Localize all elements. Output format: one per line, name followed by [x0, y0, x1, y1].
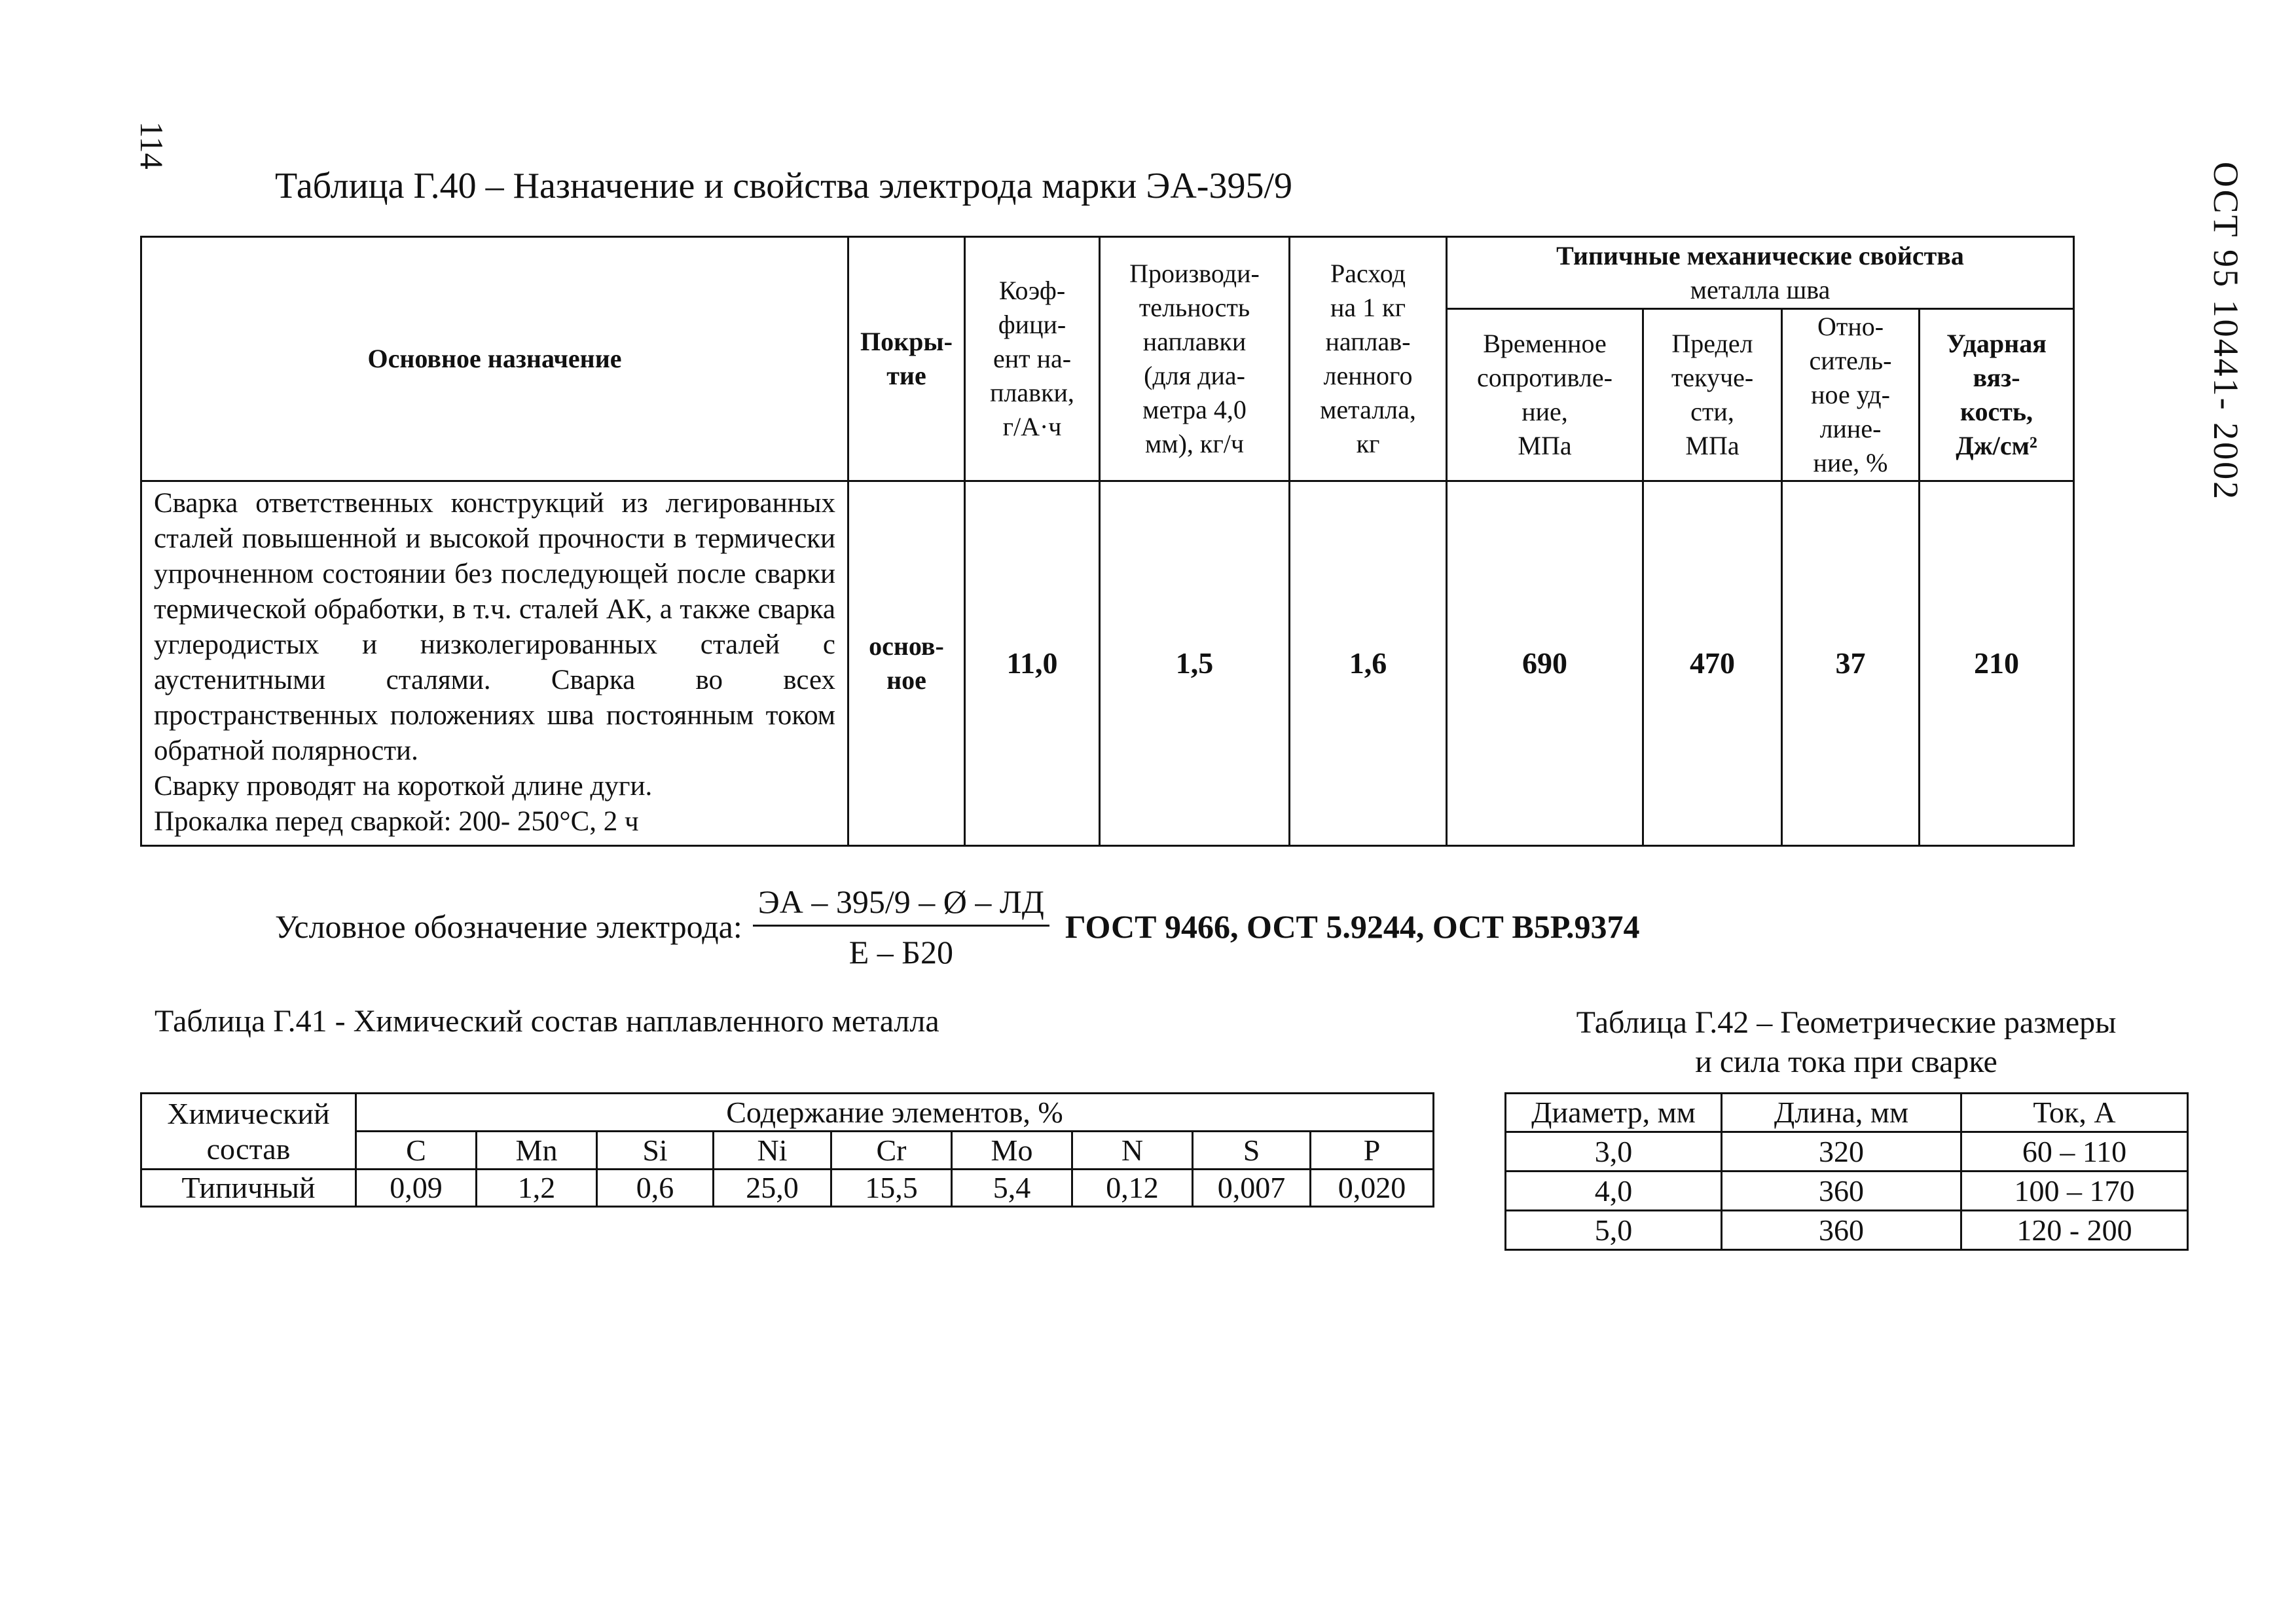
- designation-fraction: [753, 883, 1049, 971]
- table-41-title: Таблица Г.41 - Химический состав наплавленного металла: [155, 1004, 939, 1039]
- element-value: 25,0: [714, 1170, 831, 1207]
- cell-current: 60 – 110: [1961, 1132, 2188, 1172]
- table-row: [1506, 1211, 2188, 1250]
- cell-current: 120 - 200: [1961, 1211, 2188, 1250]
- table-41: [140, 1092, 1434, 1208]
- element-value: 15,5: [831, 1170, 952, 1207]
- element-value: 0,020: [1311, 1170, 1434, 1207]
- header-impact-toughness: Ударная вяз- кость, Дж/см²: [1920, 309, 2074, 481]
- cell-impact-toughness: 210: [1920, 481, 2074, 846]
- cell-productivity: 1,5: [1100, 481, 1290, 846]
- table-row: [1506, 1132, 2188, 1172]
- cell-consumption: 1,6: [1290, 481, 1447, 846]
- table-40-title: Таблица Г.40 – Назначение и свойства электрода марки ЭА-395/9: [275, 166, 1292, 206]
- element-value: 0,09: [356, 1170, 477, 1207]
- cell-diameter: 3,0: [1506, 1132, 1722, 1172]
- table-40: [140, 236, 2075, 847]
- header-productivity: Производи- тельность наплавки (для диа- метра 4,0 мм), кг/ч: [1100, 237, 1290, 481]
- element-header: Mn: [477, 1132, 597, 1170]
- header-elongation: Отно- ситель- ное уд- лине- ние, %: [1782, 309, 1920, 481]
- cell-deposition-coefficient: 11,0: [965, 481, 1100, 846]
- header-consumption: Расход на 1 кг наплав- ленного металла, кг: [1290, 237, 1447, 481]
- cell-elongation: 37: [1782, 481, 1920, 846]
- cell-length: 360: [1722, 1211, 1961, 1250]
- designation-label: Условное обозначение электрода:: [275, 908, 742, 945]
- cell-diameter: 4,0: [1506, 1172, 1722, 1211]
- element-value: 1,2: [477, 1170, 597, 1207]
- cell-length: 320: [1722, 1132, 1961, 1172]
- header-deposition-coefficient: Коэф- фици- ент на- плавки, г/А·ч: [965, 237, 1100, 481]
- header-purpose: Основное назначение: [141, 237, 848, 481]
- element-header: Cr: [831, 1132, 952, 1170]
- cell-tensile-strength: 690: [1447, 481, 1643, 846]
- header-element-content: Содержание элементов, %: [356, 1094, 1434, 1132]
- element-header: P: [1311, 1132, 1434, 1170]
- header-current: Ток, А: [1961, 1094, 2188, 1132]
- cell-current: 100 – 170: [1961, 1172, 2188, 1211]
- element-header: Mo: [952, 1132, 1072, 1170]
- element-value: 0,12: [1072, 1170, 1193, 1207]
- header-mechanical-properties: Типичные механические свойства металла шва: [1447, 237, 2074, 309]
- table-42: [1504, 1092, 2189, 1251]
- row-label: Типичный: [141, 1170, 356, 1207]
- element-header: Ni: [714, 1132, 831, 1170]
- cell-coating: основ- ное: [848, 481, 965, 846]
- element-header: C: [356, 1132, 477, 1170]
- cell-length: 360: [1722, 1172, 1961, 1211]
- cell-yield-strength: 470: [1643, 481, 1782, 846]
- element-header: S: [1193, 1132, 1311, 1170]
- element-value: 0,007: [1193, 1170, 1311, 1207]
- header-composition: Химический состав: [141, 1094, 356, 1170]
- header-tensile-strength: Временное сопротивле- ние, МПа: [1447, 309, 1643, 481]
- element-value: 0,6: [597, 1170, 714, 1207]
- cell-purpose: Сварка ответственных конструкций из легированных сталей повышенной и высокой прочности в термически упрочненном состоянии без последующей после сварки термической обработки, в т.ч. сталей АК, а также сварка углеродистых и низколегированных сталей с аустенитными сталями. Сварка во всех пространственных положениях шва постоянным током обратной полярности. Сварку проводят на короткой длине дуги. Прокалка перед сваркой: 200- 250°С, 2 ч: [141, 481, 848, 846]
- element-header: N: [1072, 1132, 1193, 1170]
- header-diameter: Диаметр, мм: [1506, 1094, 1722, 1132]
- table-row: [1506, 1172, 2188, 1211]
- designation-denominator: Е – Б20: [848, 933, 953, 970]
- page-number: 114: [134, 121, 170, 170]
- designation-numerator: ЭА – 395/9 – Ø – ЛД: [753, 883, 1049, 927]
- header-yield-strength: Предел текуче- сти, МПа: [1643, 309, 1782, 481]
- document-code: ОСТ 95 10441- 2002: [2206, 161, 2246, 502]
- header-coating: Покры- тие: [848, 237, 965, 481]
- electrode-designation: [275, 877, 1640, 976]
- cell-diameter: 5,0: [1506, 1211, 1722, 1250]
- header-length: Длина, мм: [1722, 1094, 1961, 1132]
- designation-standards: ГОСТ 9466, ОСТ 5.9244, ОСТ В5Р.9374: [1065, 908, 1640, 945]
- element-header: Si: [597, 1132, 714, 1170]
- table-42-title: Таблица Г.42 – Геометрические размеры и сила тока при сварке: [1576, 1005, 2117, 1079]
- element-value: 5,4: [952, 1170, 1072, 1207]
